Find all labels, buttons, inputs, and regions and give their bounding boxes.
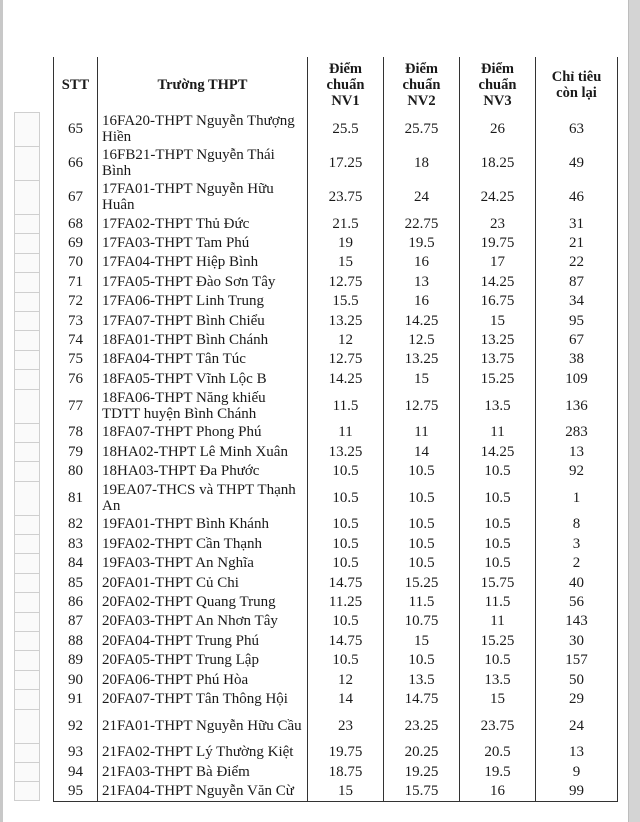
cell-school: 18FA04-THPT Tân Túc xyxy=(98,350,308,369)
cell-nv1: 14 xyxy=(308,689,384,708)
cell-remaining: 8 xyxy=(536,515,618,534)
cell-nv1: 10.5 xyxy=(308,650,384,669)
cell-stt: 70 xyxy=(54,253,98,272)
header-nv3-line: NV3 xyxy=(483,92,512,109)
cell-remaining: 109 xyxy=(536,369,618,388)
header-stt: STT xyxy=(54,57,98,112)
cell-school: 18FA05-THPT Vĩnh Lộc B xyxy=(98,369,308,388)
row-marker xyxy=(14,592,40,611)
cell-nv2: 13 xyxy=(384,272,460,291)
row-marker xyxy=(14,631,40,650)
cell-nv1: 14.25 xyxy=(308,369,384,388)
cell-school: 18HA02-THPT Lê Minh Xuân xyxy=(98,442,308,461)
table-row xyxy=(54,292,618,311)
cell-stt: 90 xyxy=(54,670,98,689)
cell-nv1: 10.5 xyxy=(308,481,384,515)
cell-remaining: 34 xyxy=(536,292,618,311)
admission-scores-table xyxy=(53,57,618,802)
cell-school: 21FA03-THPT Bà Điểm xyxy=(98,762,308,781)
cell-nv3: 19.75 xyxy=(460,233,536,252)
row-marker xyxy=(14,743,40,762)
cell-nv2: 11.5 xyxy=(384,592,460,611)
table-row xyxy=(54,214,618,233)
header-nv2-line: chuẩn xyxy=(402,76,441,93)
table-row xyxy=(54,709,618,743)
cell-remaining: 46 xyxy=(536,180,618,214)
row-marker xyxy=(14,709,40,743)
cell-nv1: 13.25 xyxy=(308,311,384,330)
cell-nv2: 13.25 xyxy=(384,350,460,369)
cell-school: 19FA03-THPT An Nghĩa xyxy=(98,553,308,572)
cell-nv2: 24 xyxy=(384,180,460,214)
cell-remaining: 136 xyxy=(536,389,618,423)
cell-remaining: 143 xyxy=(536,612,618,631)
table-row xyxy=(54,330,618,349)
cell-school: 17FA05-THPT Đào Sơn Tây xyxy=(98,272,308,291)
cell-stt: 73 xyxy=(54,311,98,330)
cell-nv3: 24.25 xyxy=(460,180,536,214)
cell-remaining: 24 xyxy=(536,709,618,743)
row-marker xyxy=(14,442,40,461)
cell-remaining: 30 xyxy=(536,631,618,650)
table-row xyxy=(54,573,618,592)
cell-nv3: 16.75 xyxy=(460,292,536,311)
table-row xyxy=(54,781,618,801)
cell-nv2: 15 xyxy=(384,631,460,650)
cell-nv3: 13.25 xyxy=(460,330,536,349)
cell-stt: 91 xyxy=(54,689,98,708)
header-nv3-line: Điểm xyxy=(480,60,514,77)
cell-nv2: 16 xyxy=(384,292,460,311)
cell-nv1: 10.5 xyxy=(308,515,384,534)
cell-stt: 80 xyxy=(54,461,98,480)
cell-nv3: 13.75 xyxy=(460,350,536,369)
table-row xyxy=(54,442,618,461)
cell-school: 17FA04-THPT Hiệp Bình xyxy=(98,253,308,272)
cell-nv2: 25.75 xyxy=(384,112,460,146)
cell-nv1: 19 xyxy=(308,233,384,252)
cell-nv2: 18 xyxy=(384,146,460,180)
cell-nv2: 13.5 xyxy=(384,670,460,689)
row-marker xyxy=(14,369,40,388)
cell-school: 16FB21-THPT Nguyễn Thái Bình xyxy=(98,146,308,180)
cell-nv2: 10.5 xyxy=(384,553,460,572)
row-marker xyxy=(14,112,40,146)
cell-nv3: 15.75 xyxy=(460,573,536,592)
cell-nv3: 10.5 xyxy=(460,481,536,515)
table-row xyxy=(54,112,618,146)
row-marker xyxy=(14,461,40,480)
cell-nv2: 11 xyxy=(384,423,460,442)
header-nv2-line: NV2 xyxy=(407,92,436,109)
cell-remaining: 56 xyxy=(536,592,618,611)
cell-nv2: 20.25 xyxy=(384,743,460,762)
cell-nv3: 10.5 xyxy=(460,515,536,534)
cell-nv2: 23.25 xyxy=(384,709,460,743)
cell-school: 20FA04-THPT Trung Phú xyxy=(98,631,308,650)
cell-nv1: 18.75 xyxy=(308,762,384,781)
cell-nv2: 10.75 xyxy=(384,612,460,631)
cell-stt: 74 xyxy=(54,330,98,349)
cell-nv3: 20.5 xyxy=(460,743,536,762)
header-remaining xyxy=(536,57,618,112)
cell-nv3: 19.5 xyxy=(460,762,536,781)
cell-nv3: 10.5 xyxy=(460,461,536,480)
cell-nv3: 14.25 xyxy=(460,272,536,291)
cell-nv3: 15.25 xyxy=(460,369,536,388)
table-row xyxy=(54,272,618,291)
cell-nv2: 15.75 xyxy=(384,781,460,801)
cell-stt: 92 xyxy=(54,709,98,743)
header-nv2 xyxy=(384,57,460,112)
table-row xyxy=(54,146,618,180)
cell-nv2: 15 xyxy=(384,369,460,388)
cell-school: 20FA05-THPT Trung Lập xyxy=(98,650,308,669)
cell-nv2: 22.75 xyxy=(384,214,460,233)
cell-school: 20FA02-THPT Quang Trung xyxy=(98,592,308,611)
header-nv1 xyxy=(308,57,384,112)
cell-stt: 68 xyxy=(54,214,98,233)
cell-school: 18FA06-THPT Năng khiếu TDTT huyện Bình Chánh xyxy=(98,389,308,423)
row-marker xyxy=(14,423,40,442)
cell-remaining: 31 xyxy=(536,214,618,233)
cell-school: 20FA07-THPT Tân Thông Hội xyxy=(98,689,308,708)
header-nv1-line: chuẩn xyxy=(326,76,365,93)
cell-remaining: 21 xyxy=(536,233,618,252)
cell-remaining: 29 xyxy=(536,689,618,708)
table-row xyxy=(54,180,618,214)
cell-nv3: 15.25 xyxy=(460,631,536,650)
cell-nv3: 13.5 xyxy=(460,670,536,689)
cell-remaining: 3 xyxy=(536,534,618,553)
cell-nv3: 23.75 xyxy=(460,709,536,743)
row-marker xyxy=(14,762,40,781)
cell-school: 17FA06-THPT Linh Trung xyxy=(98,292,308,311)
table-row xyxy=(54,670,618,689)
cell-school: 19EA07-THCS và THPT Thạnh An xyxy=(98,481,308,515)
table-row xyxy=(54,553,618,572)
header-nv2-line: Điểm xyxy=(404,60,438,77)
cell-stt: 71 xyxy=(54,272,98,291)
cell-nv1: 13.25 xyxy=(308,442,384,461)
cell-stt: 95 xyxy=(54,781,98,801)
cell-nv3: 17 xyxy=(460,253,536,272)
table-row xyxy=(54,631,618,650)
cell-nv2: 10.5 xyxy=(384,461,460,480)
cell-nv2: 10.5 xyxy=(384,650,460,669)
row-marker xyxy=(14,272,40,291)
cell-stt: 93 xyxy=(54,743,98,762)
cell-nv2: 10.5 xyxy=(384,481,460,515)
cell-remaining: 67 xyxy=(536,330,618,349)
cell-remaining: 1 xyxy=(536,481,618,515)
cell-remaining: 50 xyxy=(536,670,618,689)
row-marker xyxy=(14,233,40,252)
table-row xyxy=(54,350,618,369)
header-school: Trường THPT xyxy=(98,57,308,112)
table-row xyxy=(54,650,618,669)
row-marker xyxy=(14,534,40,553)
cell-stt: 67 xyxy=(54,180,98,214)
cell-nv2: 15.25 xyxy=(384,573,460,592)
table-row xyxy=(54,743,618,762)
cell-remaining: 38 xyxy=(536,350,618,369)
cell-nv3: 26 xyxy=(460,112,536,146)
cell-remaining: 283 xyxy=(536,423,618,442)
row-marker xyxy=(14,311,40,330)
cell-nv1: 25.5 xyxy=(308,112,384,146)
cell-remaining: 9 xyxy=(536,762,618,781)
cell-nv3: 14.25 xyxy=(460,442,536,461)
cell-school: 17FA07-THPT Bình Chiểu xyxy=(98,311,308,330)
row-marker xyxy=(14,350,40,369)
cell-nv1: 23.75 xyxy=(308,180,384,214)
cell-school: 20FA06-THPT Phú Hòa xyxy=(98,670,308,689)
header-remaining-line: Chỉ tiêu xyxy=(551,68,602,85)
cell-nv1: 12 xyxy=(308,330,384,349)
cell-nv3: 15 xyxy=(460,311,536,330)
cell-nv1: 12.75 xyxy=(308,350,384,369)
cell-nv1: 12.75 xyxy=(308,272,384,291)
viewer-scroll-edge xyxy=(628,0,640,822)
cell-school: 17FA01-THPT Nguyễn Hữu Huân xyxy=(98,180,308,214)
cell-nv1: 11 xyxy=(308,423,384,442)
cell-nv2: 10.5 xyxy=(384,534,460,553)
row-marker xyxy=(14,670,40,689)
cell-nv2: 16 xyxy=(384,253,460,272)
cell-school: 21FA01-THPT Nguyễn Hữu Cầu xyxy=(98,709,308,743)
cell-stt: 65 xyxy=(54,112,98,146)
cell-stt: 79 xyxy=(54,442,98,461)
row-marker xyxy=(14,180,40,214)
cell-stt: 76 xyxy=(54,369,98,388)
row-marker xyxy=(14,292,40,311)
table-row xyxy=(54,534,618,553)
row-marker xyxy=(14,689,40,708)
cell-stt: 82 xyxy=(54,515,98,534)
cell-stt: 86 xyxy=(54,592,98,611)
cell-stt: 78 xyxy=(54,423,98,442)
row-marker xyxy=(14,481,40,515)
header-nv1-line: Điểm xyxy=(328,60,362,77)
cell-remaining: 63 xyxy=(536,112,618,146)
cell-nv1: 10.5 xyxy=(308,553,384,572)
cell-nv1: 17.25 xyxy=(308,146,384,180)
cell-nv1: 15 xyxy=(308,253,384,272)
row-marker xyxy=(14,214,40,233)
table-row xyxy=(54,311,618,330)
row-marker xyxy=(14,330,40,349)
cell-nv1: 14.75 xyxy=(308,573,384,592)
row-marker xyxy=(14,253,40,272)
table-row xyxy=(54,592,618,611)
table-row xyxy=(54,612,618,631)
table-body xyxy=(54,112,618,801)
cell-nv1: 14.75 xyxy=(308,631,384,650)
cell-nv1: 11.5 xyxy=(308,389,384,423)
table-row xyxy=(54,389,618,423)
row-marker xyxy=(14,573,40,592)
row-marker xyxy=(14,146,40,180)
cell-nv3: 18.25 xyxy=(460,146,536,180)
cell-nv2: 10.5 xyxy=(384,515,460,534)
cell-nv1: 23 xyxy=(308,709,384,743)
cell-school: 21FA02-THPT Lý Thường Kiệt xyxy=(98,743,308,762)
cell-nv3: 10.5 xyxy=(460,650,536,669)
cell-school: 19FA02-THPT Cần Thạnh xyxy=(98,534,308,553)
cell-stt: 81 xyxy=(54,481,98,515)
cell-remaining: 157 xyxy=(536,650,618,669)
cell-school: 17FA03-THPT Tam Phú xyxy=(98,233,308,252)
cell-nv1: 10.5 xyxy=(308,612,384,631)
cell-school: 20FA03-THPT An Nhơn Tây xyxy=(98,612,308,631)
cell-nv1: 15.5 xyxy=(308,292,384,311)
cell-stt: 85 xyxy=(54,573,98,592)
cell-stt: 69 xyxy=(54,233,98,252)
table-row xyxy=(54,369,618,388)
cell-remaining: 49 xyxy=(536,146,618,180)
cell-school: 18HA03-THPT Đa Phước xyxy=(98,461,308,480)
cell-nv2: 14 xyxy=(384,442,460,461)
header-nv3 xyxy=(460,57,536,112)
cell-nv1: 10.5 xyxy=(308,534,384,553)
cell-stt: 89 xyxy=(54,650,98,669)
cell-nv3: 11 xyxy=(460,423,536,442)
table-row xyxy=(54,762,618,781)
row-marker xyxy=(14,781,40,801)
cell-stt: 87 xyxy=(54,612,98,631)
cell-nv1: 12 xyxy=(308,670,384,689)
table-row xyxy=(54,253,618,272)
cell-nv1: 11.25 xyxy=(308,592,384,611)
cell-remaining: 95 xyxy=(536,311,618,330)
cell-nv3: 10.5 xyxy=(460,553,536,572)
cell-stt: 77 xyxy=(54,389,98,423)
cell-nv2: 19.5 xyxy=(384,233,460,252)
cell-nv3: 13.5 xyxy=(460,389,536,423)
cell-nv3: 16 xyxy=(460,781,536,801)
header-remaining-line: còn lại xyxy=(556,84,597,101)
cell-nv2: 12.5 xyxy=(384,330,460,349)
cell-nv3: 10.5 xyxy=(460,534,536,553)
table-row xyxy=(54,423,618,442)
cell-school: 18FA07-THPT Phong Phú xyxy=(98,423,308,442)
cell-nv3: 11.5 xyxy=(460,592,536,611)
cell-nv2: 14.25 xyxy=(384,311,460,330)
cell-school: 21FA04-THPT Nguyễn Văn Cừ xyxy=(98,781,308,801)
cell-remaining: 99 xyxy=(536,781,618,801)
page-edge-left xyxy=(0,0,3,822)
row-marker xyxy=(14,553,40,572)
cell-nv1: 15 xyxy=(308,781,384,801)
table-row xyxy=(54,461,618,480)
cell-stt: 94 xyxy=(54,762,98,781)
cell-school: 20FA01-THPT Củ Chi xyxy=(98,573,308,592)
cell-remaining: 13 xyxy=(536,442,618,461)
cell-stt: 75 xyxy=(54,350,98,369)
row-marker xyxy=(14,389,40,423)
cell-nv3: 11 xyxy=(460,612,536,631)
cell-nv1: 21.5 xyxy=(308,214,384,233)
row-marker xyxy=(14,650,40,669)
cell-remaining: 2 xyxy=(536,553,618,572)
cell-remaining: 92 xyxy=(536,461,618,480)
cell-remaining: 13 xyxy=(536,743,618,762)
table-row xyxy=(54,233,618,252)
cell-remaining: 40 xyxy=(536,573,618,592)
cell-school: 18FA01-THPT Bình Chánh xyxy=(98,330,308,349)
cell-nv2: 12.75 xyxy=(384,389,460,423)
row-selector-column xyxy=(14,112,40,801)
header-nv3-line: chuẩn xyxy=(478,76,517,93)
cell-nv2: 19.25 xyxy=(384,762,460,781)
cell-school: 19FA01-THPT Bình Khánh xyxy=(98,515,308,534)
header-nv1-line: NV1 xyxy=(331,92,360,109)
cell-school: 16FA20-THPT Nguyễn Thượng Hiền xyxy=(98,112,308,146)
cell-school: 17FA02-THPT Thủ Đức xyxy=(98,214,308,233)
row-marker xyxy=(14,515,40,534)
cell-nv3: 15 xyxy=(460,689,536,708)
table-row xyxy=(54,481,618,515)
cell-stt: 83 xyxy=(54,534,98,553)
table-row xyxy=(54,515,618,534)
cell-nv3: 23 xyxy=(460,214,536,233)
cell-stt: 84 xyxy=(54,553,98,572)
table-header-row xyxy=(54,57,618,112)
cell-nv2: 14.75 xyxy=(384,689,460,708)
cell-nv1: 19.75 xyxy=(308,743,384,762)
cell-stt: 88 xyxy=(54,631,98,650)
cell-remaining: 87 xyxy=(536,272,618,291)
row-marker xyxy=(14,612,40,631)
cell-remaining: 22 xyxy=(536,253,618,272)
cell-stt: 72 xyxy=(54,292,98,311)
cell-nv1: 10.5 xyxy=(308,461,384,480)
table-row xyxy=(54,689,618,708)
cell-stt: 66 xyxy=(54,146,98,180)
